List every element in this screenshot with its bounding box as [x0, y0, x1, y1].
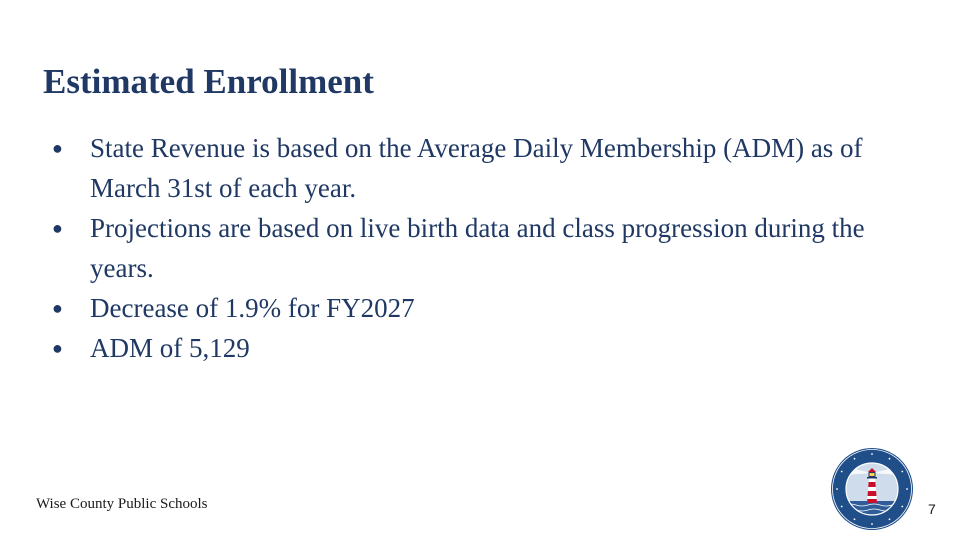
bullet-item: [46, 128, 916, 208]
bullet-icon: ●: [52, 138, 63, 158]
bullet-item: [46, 208, 916, 288]
slide-title: Estimated Enrollment: [43, 62, 374, 101]
page-number: 7: [928, 501, 936, 517]
bullet-text: Decrease of 1.9% for FY2027: [90, 293, 415, 323]
bullet-icon: ●: [52, 298, 63, 318]
bullet-text: ADM of 5,129: [90, 333, 250, 363]
bullet-item: [46, 288, 916, 328]
lighthouse-seal-logo: [830, 447, 914, 531]
bullet-text: State Revenue is based on the Average Daily Membership (ADM) as of March 31st of each year.: [90, 133, 863, 203]
bullet-item: [46, 328, 916, 368]
bullet-text: Projections are based on live birth data and class progression during the years.: [90, 213, 865, 283]
bullet-icon: ●: [52, 338, 63, 358]
bullet-icon: ●: [52, 218, 63, 238]
bullet-list: [46, 128, 916, 368]
footer-organization-name: Wise County Public Schools: [36, 496, 208, 512]
